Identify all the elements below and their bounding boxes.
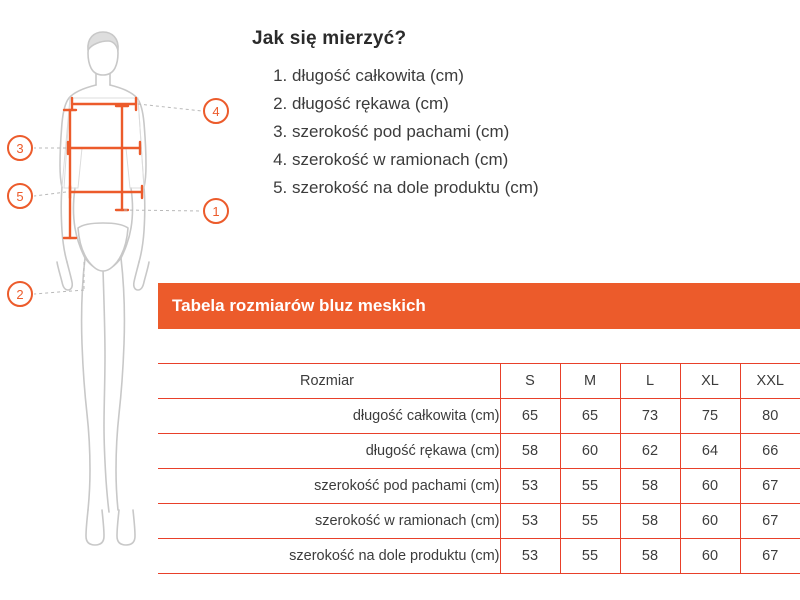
row-label: szerokość na dole produktu (cm) xyxy=(158,539,500,574)
table-row xyxy=(158,504,800,539)
row-value: 65 xyxy=(500,399,560,434)
row-value: 73 xyxy=(620,399,680,434)
row-value: 58 xyxy=(620,504,680,539)
row-label: długość rękawa (cm) xyxy=(158,434,500,469)
size-table xyxy=(158,329,800,574)
table-spacer-row xyxy=(158,329,800,364)
row-value: 80 xyxy=(740,399,800,434)
callout-3: 3 xyxy=(16,141,24,156)
row-value: 67 xyxy=(740,539,800,574)
spacer-cell xyxy=(500,329,560,364)
spacer-cell xyxy=(560,329,620,364)
row-value: 58 xyxy=(620,469,680,504)
row-value: 64 xyxy=(680,434,740,469)
row-label: szerokość pod pachami (cm) xyxy=(158,469,500,504)
row-value: 60 xyxy=(680,504,740,539)
row-value: 60 xyxy=(680,469,740,504)
how-to-step: 3. szerokość pod pachami (cm) xyxy=(292,118,792,146)
row-value: 55 xyxy=(560,539,620,574)
column-header-size-xxl: XXL xyxy=(740,364,800,399)
spacer-cell xyxy=(740,329,800,364)
size-table-block xyxy=(158,283,800,574)
table-row xyxy=(158,399,800,434)
callout-1: 1 xyxy=(212,204,220,219)
size-table-title: Tabela rozmiarów bluz meskich xyxy=(158,283,800,329)
column-header-size-s: S xyxy=(500,364,560,399)
row-value: 58 xyxy=(500,434,560,469)
row-value: 65 xyxy=(560,399,620,434)
how-to-step: 2. długość rękawa (cm) xyxy=(292,90,792,118)
spacer-cell xyxy=(620,329,680,364)
row-value: 66 xyxy=(740,434,800,469)
callout-2: 2 xyxy=(16,287,24,302)
row-value: 75 xyxy=(680,399,740,434)
row-value: 53 xyxy=(500,539,560,574)
spacer-cell xyxy=(158,329,500,364)
column-header-size-m: M xyxy=(560,364,620,399)
row-value: 53 xyxy=(500,469,560,504)
row-value: 55 xyxy=(560,469,620,504)
how-to-step: 1. długość całkowita (cm) xyxy=(292,62,792,90)
row-value: 60 xyxy=(560,434,620,469)
row-value: 62 xyxy=(620,434,680,469)
column-header-size-l: L xyxy=(620,364,680,399)
row-value: 55 xyxy=(560,504,620,539)
row-value: 67 xyxy=(740,504,800,539)
row-label: szerokość w ramionach (cm) xyxy=(158,504,500,539)
how-to-step: 5. szerokość na dole produktu (cm) xyxy=(292,174,792,202)
how-to-measure-section xyxy=(252,28,792,202)
spacer-cell xyxy=(680,329,740,364)
column-header-size-xl: XL xyxy=(680,364,740,399)
row-label: długość całkowita (cm) xyxy=(158,399,500,434)
table-row xyxy=(158,434,800,469)
callout-markers xyxy=(8,99,228,306)
row-value: 53 xyxy=(500,504,560,539)
table-row xyxy=(158,539,800,574)
row-value: 67 xyxy=(740,469,800,504)
callout-5: 5 xyxy=(16,189,24,204)
how-to-step: 4. szerokość w ramionach (cm) xyxy=(292,146,792,174)
table-row xyxy=(158,469,800,504)
row-value: 58 xyxy=(620,539,680,574)
row-value: 60 xyxy=(680,539,740,574)
how-to-measure-list xyxy=(252,62,792,202)
table-header-row xyxy=(158,364,800,399)
how-to-measure-title: Jak się mierzyć? xyxy=(252,28,407,49)
callout-4: 4 xyxy=(212,104,220,119)
column-header-label: Rozmiar xyxy=(158,364,500,399)
